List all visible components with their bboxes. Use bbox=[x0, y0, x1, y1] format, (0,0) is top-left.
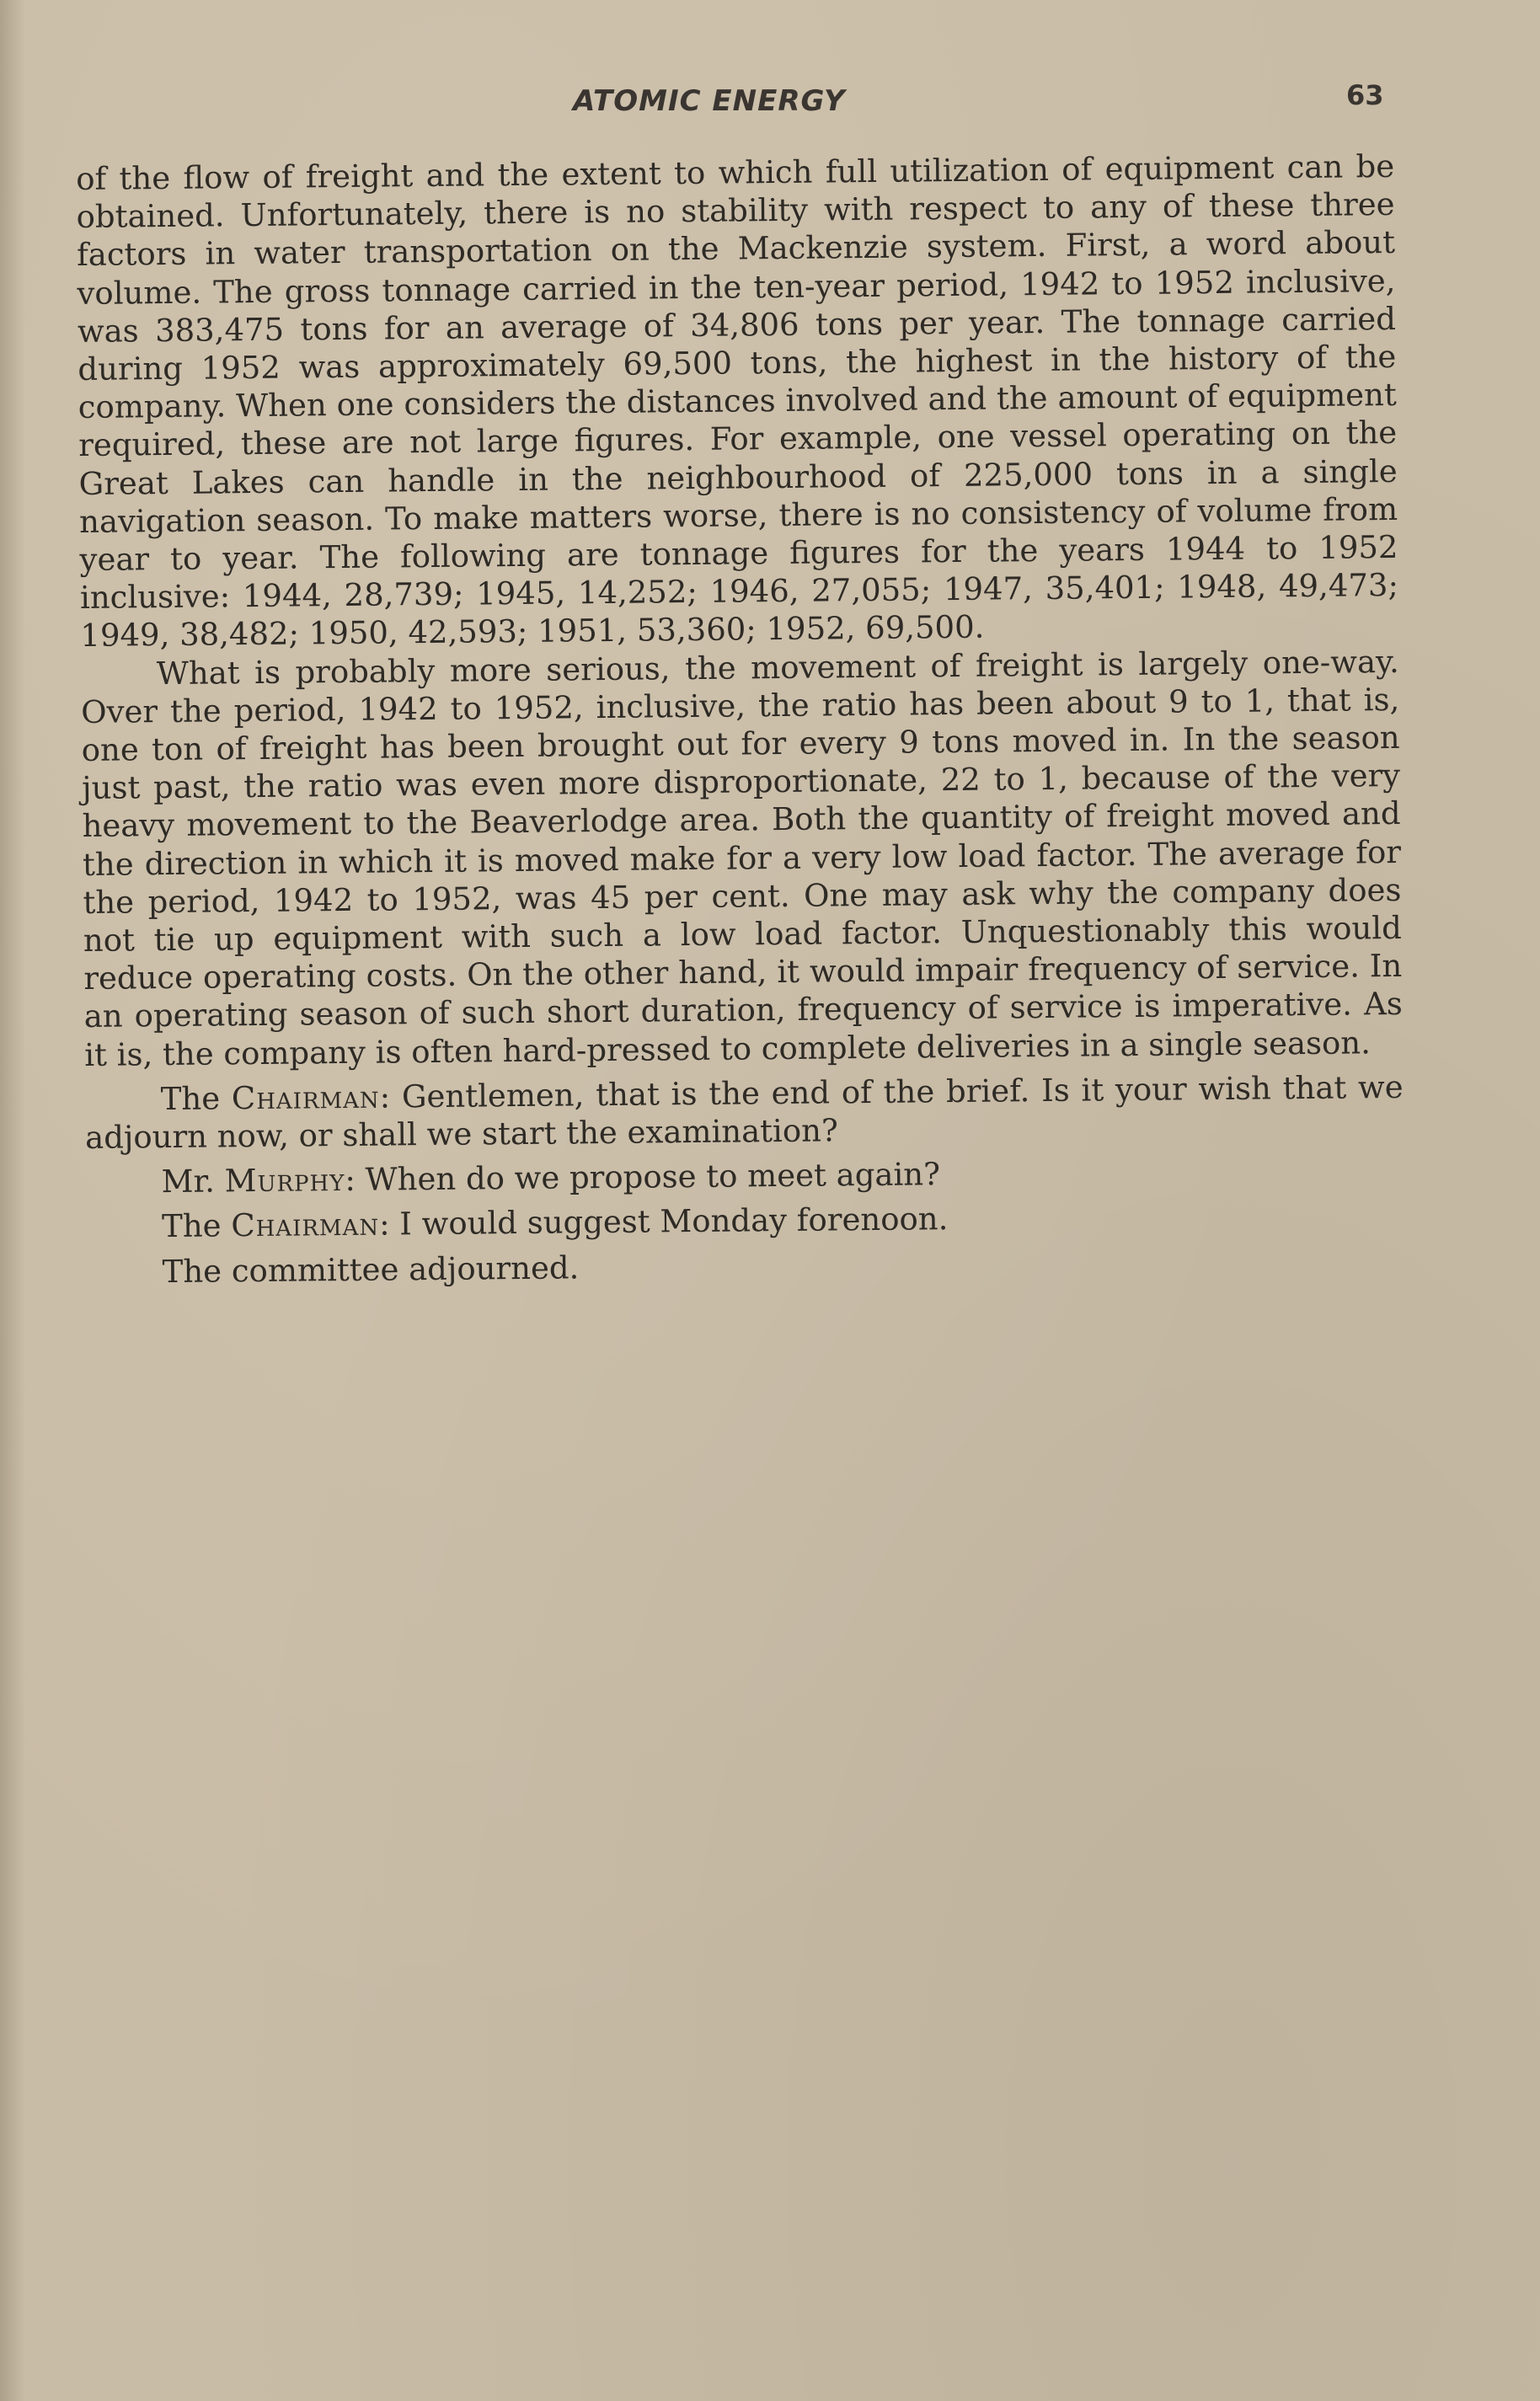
speaker-name: Chairman bbox=[231, 1206, 380, 1244]
exchange-murphy bbox=[85, 1151, 1404, 1201]
speech-text: : Gentlemen, that is the end of the brief. Is it your wish that we adjourn now, or shall we start the examination? bbox=[84, 1068, 1404, 1157]
exchange-chairman-1 bbox=[84, 1068, 1404, 1157]
paragraph-freight-direction: What is probably more serious, the movement of freight is largely one-way. Over the period, 1942 to 1952, inclusive, the ratio has been about 9 to 1, that is, one ton of freight has been brought out for every 9 tons moved in. In the season just past, the ratio was even more disproportionate, 22 to 1, because of the very heavy movement to the Beaverlodge area. Both the quantity of freight moved and the direction in which it is moved make for a very low load factor. The average for the period, 1942 to 1952, was 45 per cent. One may ask why the company does not tie up equipment with such a low load factor. Unquestionably this would reduce operating costs. On the other hand, it would impair frequency of service. In an operating season of such short duration, frequency of service is imperative. As it is, the company is often hard-pressed to complete deliveries in a single season. bbox=[81, 643, 1403, 1073]
page-number: 63 bbox=[1346, 79, 1384, 111]
speech-text: : I would suggest Monday forenoon. bbox=[378, 1200, 949, 1243]
speech-text: : When do we propose to meet again? bbox=[345, 1156, 941, 1199]
paragraph-continuation: of the flow of freight and the extent to which full utilization of equipment can be obtained. Unfortunately, there is no stability with respect to any of these three factors in water transportation on the Mackenzie system. First, a word about volume. The gross tonnage carried in the ten-year period, 1942 to 1952 inclusive, was 383,475 tons for an average of 34,806 tons per year. The tonnage carried during 1952 was approximately 69,500 tons, the highest in the history of the company. When one considers the distances involved and the amount of equipment required, these are not large figures. For example, one vessel operating on the Great Lakes can handle in the neighbourhood of 225,000 tons in a single navigation season. To make matters worse, there is no consistency of volume from year to year. The following are tonnage figures for the years 1944 to 1952 inclusive: 1944, 28,739; 1945, 14,252; 1946, 27,055; 1947, 35,401; 1948, 49,473; 1949, 38,482; 1950, 42,593; 1951, 53,360; 1952, 69,500. bbox=[76, 147, 1399, 655]
speaker-name: Chairman bbox=[231, 1078, 380, 1117]
exchange-chairman-2 bbox=[86, 1195, 1404, 1246]
speaker-name: Murphy bbox=[224, 1162, 345, 1200]
speaker-prefix: The bbox=[161, 1207, 232, 1245]
speaker-prefix: Mr. bbox=[161, 1163, 225, 1200]
speaker-prefix: The bbox=[160, 1080, 233, 1117]
closing-line: The committee adjourned. bbox=[162, 1249, 580, 1290]
body-text bbox=[76, 147, 1405, 1291]
page-edge-shadow bbox=[0, 0, 25, 2401]
running-title: ATOMIC ENERGY bbox=[573, 84, 846, 118]
